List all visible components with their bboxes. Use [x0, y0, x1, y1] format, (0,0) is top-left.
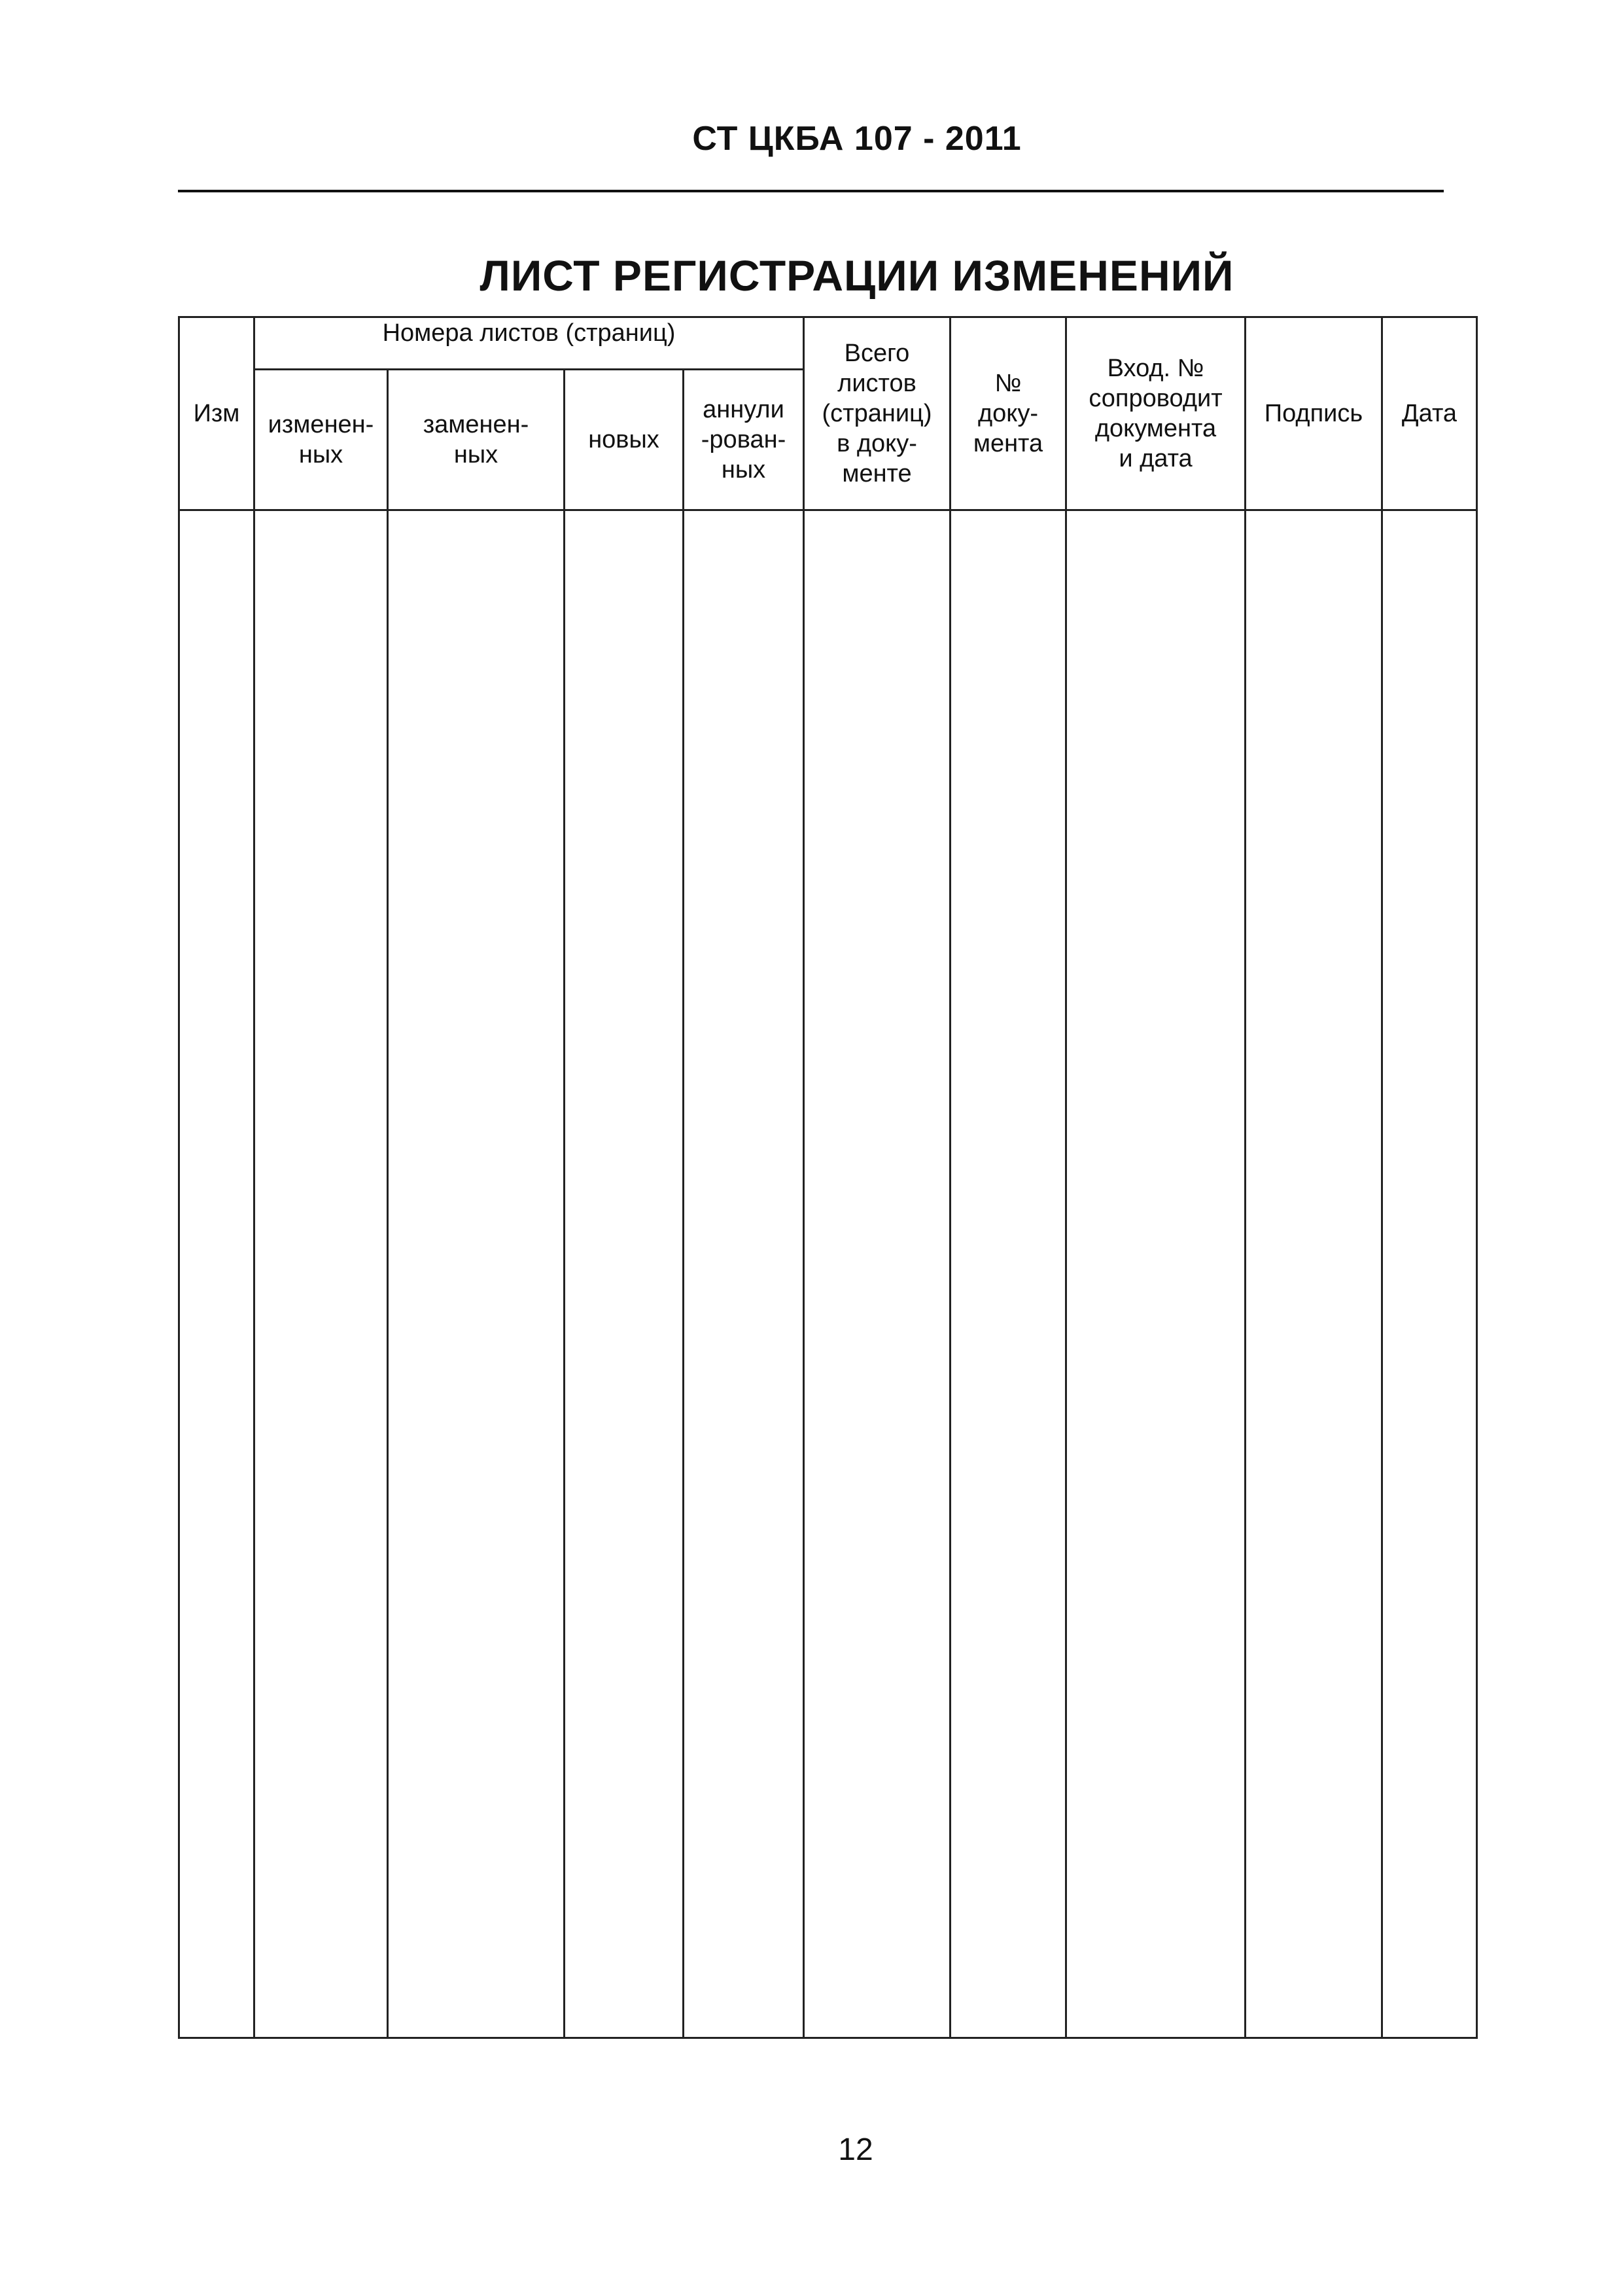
cell-signature	[1246, 510, 1382, 2038]
header-changed-label: изменен- ных	[268, 411, 374, 468]
header-total-sheets	[804, 317, 951, 510]
cell-new	[565, 510, 684, 2038]
header-document-number-label: № доку- мента	[973, 370, 1043, 457]
header-incoming-number-label: Вход. № сопроводит документа и дата	[1089, 355, 1223, 472]
document-code: СТ ЦКБА 107 - 2011	[692, 120, 1022, 158]
cell-izm	[179, 510, 254, 2038]
header-izm: Изм	[179, 317, 254, 510]
table-body-row	[179, 510, 1477, 2038]
header-incoming-number	[1066, 317, 1246, 510]
header-sheet-numbers: Номера листов (страниц)	[254, 317, 804, 370]
header-replaced-label: заменен- ных	[423, 411, 529, 468]
header-document-number	[951, 317, 1066, 510]
header-date: Дата	[1382, 317, 1477, 510]
header-row-1	[179, 317, 1477, 370]
sheet-title: ЛИСТ РЕГИСТРАЦИИ ИЗМЕНЕНИЙ	[480, 251, 1234, 300]
header-changed	[254, 370, 388, 510]
change-registration-table	[178, 316, 1478, 2039]
header-new: новых	[565, 370, 684, 510]
cell-changed	[254, 510, 388, 2038]
cell-document-number	[951, 510, 1066, 2038]
page-number: 12	[838, 2132, 873, 2167]
header-cancelled	[684, 370, 804, 510]
cell-replaced	[388, 510, 565, 2038]
cell-total-sheets	[804, 510, 951, 2038]
cell-cancelled	[684, 510, 804, 2038]
header-total-sheets-label: Всего листов (страниц) в доку- менте	[822, 340, 932, 487]
header-cancelled-label: аннули -рован- ных	[701, 396, 786, 484]
cell-incoming-number	[1066, 510, 1246, 2038]
header-replaced	[388, 370, 565, 510]
header-rule	[178, 190, 1444, 192]
cell-date	[1382, 510, 1477, 2038]
header-signature: Подпись	[1246, 317, 1382, 510]
